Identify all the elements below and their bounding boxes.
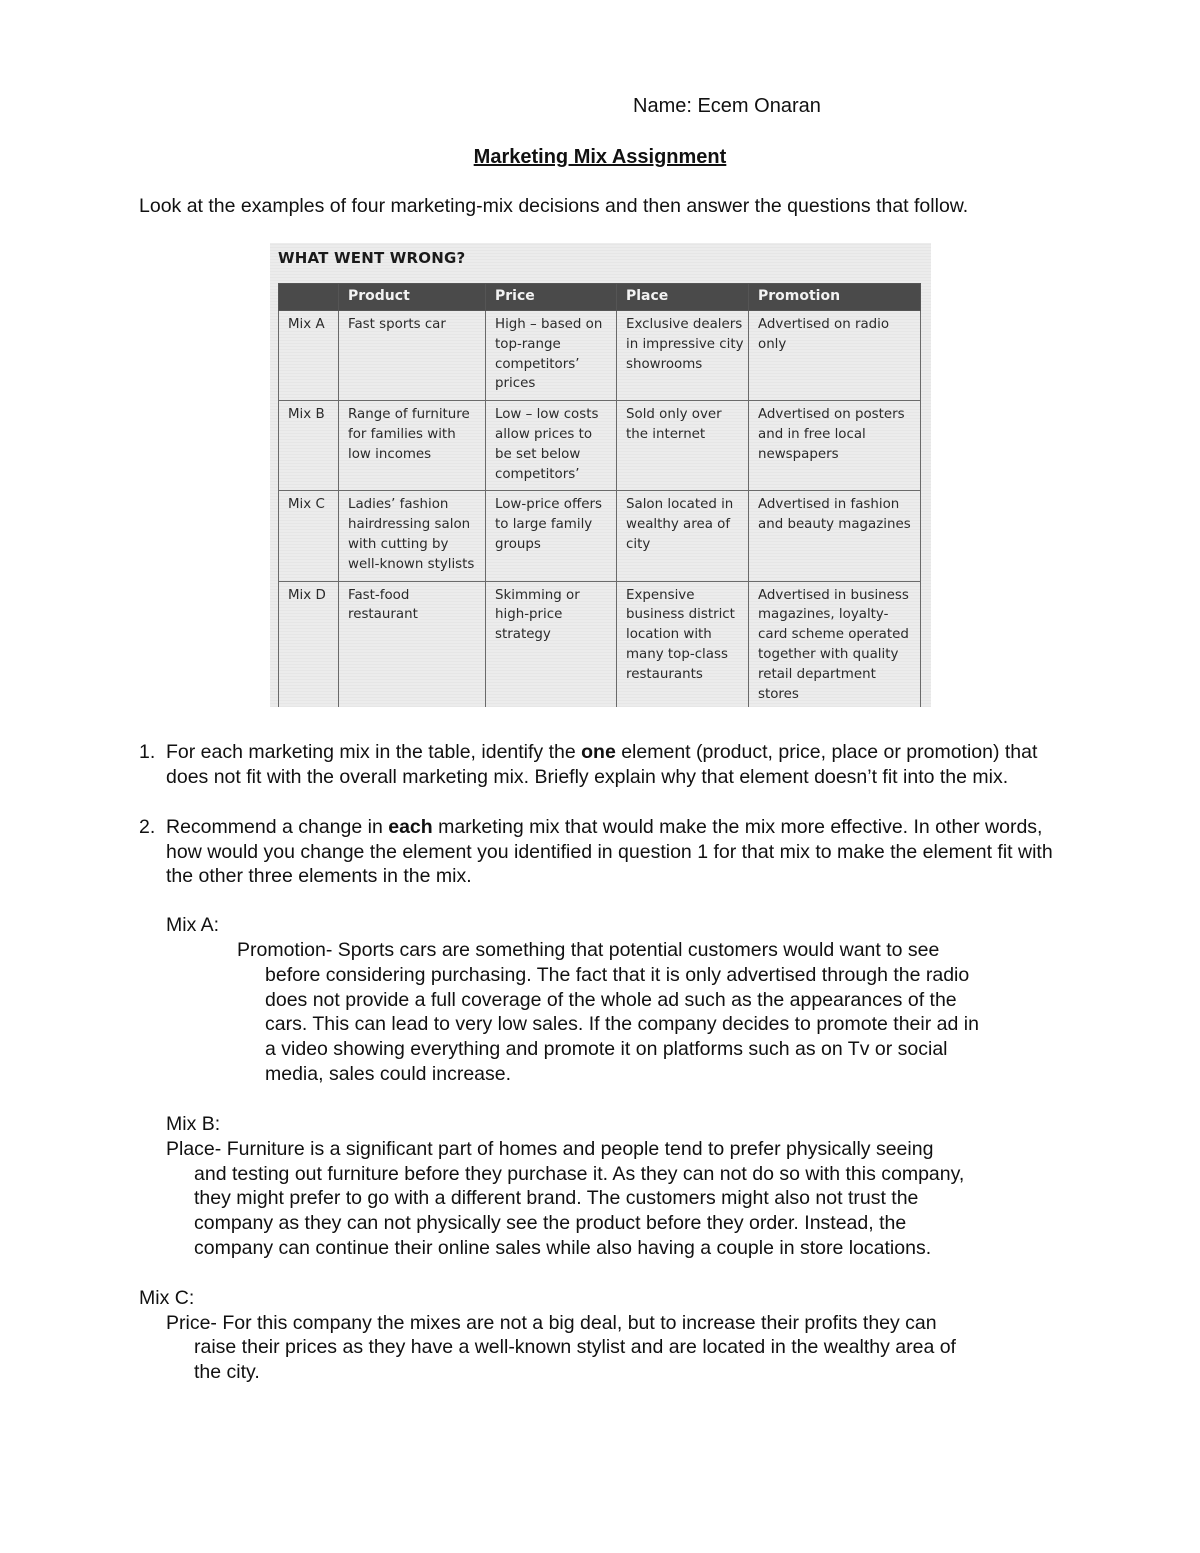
answer-line: media, sales could increase. xyxy=(265,1063,512,1085)
table-cell: Fast sports car xyxy=(339,311,486,401)
table-cell: Ladies’ fashion hairdressing salon with cutting by well-known stylists xyxy=(339,491,486,581)
answer-line: does not provide a full coverage of the whole ad such as the appearances of the xyxy=(265,989,957,1011)
page-title: Marketing Mix Assignment xyxy=(473,146,727,168)
answer-line: Promotion- Sports cars are something that potential customers would want to see xyxy=(237,939,940,961)
mix-a-heading: Mix A: xyxy=(166,914,220,936)
row-label: Mix A xyxy=(279,311,339,401)
table-header-cell xyxy=(279,284,339,311)
marketing-mix-table xyxy=(278,283,921,707)
table-cell: Advertised in fashion and beauty magazines xyxy=(749,491,921,581)
answer-line: cars. This can lead to very low sales. If the company decides to promote their ad in xyxy=(265,1013,979,1035)
scan-title: WHAT WENT WRONG? xyxy=(278,249,466,267)
table-header-cell: Promotion xyxy=(749,284,921,311)
answer-line: before considering purchasing. The fact that it is only advertised through the radio xyxy=(265,964,970,986)
table-cell: Sold only over the internet xyxy=(617,401,749,491)
table-header-cell: Price xyxy=(486,284,617,311)
mix-b-heading: Mix B: xyxy=(166,1113,221,1135)
table-cell: Salon located in wealthy area of city xyxy=(617,491,749,581)
table-cell: High – based on top-range competitors’ prices xyxy=(486,311,617,401)
question-emphasis: one xyxy=(581,741,616,763)
table-header-cell: Product xyxy=(339,284,486,311)
answer-line: Place- Furniture is a significant part of homes and people tend to prefer physically seeing xyxy=(166,1138,934,1160)
table-row xyxy=(279,581,921,707)
table-header-row xyxy=(279,284,921,311)
question-text: Recommend a change in xyxy=(166,816,389,838)
answer-line: raise their prices as they have a well-known stylist and are located in the wealthy area of xyxy=(194,1336,956,1358)
row-label: Mix B xyxy=(279,401,339,491)
answer-line: company can continue their online sales while also having a couple in store locations. xyxy=(194,1237,932,1259)
student-name: Name: Ecem Onaran xyxy=(633,95,821,117)
table-cell: Exclusive dealers in impressive city showrooms xyxy=(617,311,749,401)
answer-line: and testing out furniture before they purchase it. As they can not do so with this company, xyxy=(194,1163,965,1185)
intro-text: Look at the examples of four marketing-mix decisions and then answer the questions that follow. xyxy=(139,195,969,217)
question-text: element (product, price, place or promotion) that does not fit with the overall marketing mix. Briefly explain why that element doesn’t fit into the mix. xyxy=(166,741,1038,788)
question-1 xyxy=(166,740,1066,789)
answer-line: the city. xyxy=(194,1361,260,1383)
answer-line: company as they can not physically see the product before they order. Instead, the xyxy=(194,1212,907,1234)
question-emphasis: each xyxy=(388,816,433,838)
answer-line: a video showing everything and promote it on platforms such as on Tv or social xyxy=(265,1038,948,1060)
table-row xyxy=(279,401,921,491)
row-label: Mix C xyxy=(279,491,339,581)
question-number: 2. xyxy=(139,816,156,838)
question-text: marketing mix that would make the mix more effective. In other words, how would you change the element you identified in question 1 for that mix to make the element fit with the other three elements in the mix. xyxy=(166,816,1053,887)
table-cell: Low – low costs allow prices to be set below competitors’ xyxy=(486,401,617,491)
table-cell: Advertised on posters and in free local newspapers xyxy=(749,401,921,491)
table-header-cell: Place xyxy=(617,284,749,311)
table-row xyxy=(279,491,921,581)
question-number: 1. xyxy=(139,741,156,763)
mix-c-heading: Mix C: xyxy=(139,1287,195,1309)
table-cell: Expensive business district location with many top-class restaurants xyxy=(617,581,749,707)
question-text: For each marketing mix in the table, identify the xyxy=(166,741,582,763)
answer-line: Price- For this company the mixes are not a big deal, but to increase their profits they can xyxy=(166,1312,937,1334)
answer-line: they might prefer to go with a different brand. The customers might also not trust the xyxy=(194,1187,919,1209)
question-2 xyxy=(166,815,1066,889)
row-label: Mix D xyxy=(279,581,339,707)
table-cell: Low-price offers to large family groups xyxy=(486,491,617,581)
table-cell: Advertised in business magazines, loyalty-card scheme operated together with quality retail department stores xyxy=(749,581,921,707)
table-cell: Fast-food restaurant xyxy=(339,581,486,707)
table-cell: Range of furniture for families with low incomes xyxy=(339,401,486,491)
table-row xyxy=(279,311,921,401)
table-cell: Skimming or high-price strategy xyxy=(486,581,617,707)
scanned-table-image xyxy=(270,243,931,707)
table-cell: Advertised on radio only xyxy=(749,311,921,401)
